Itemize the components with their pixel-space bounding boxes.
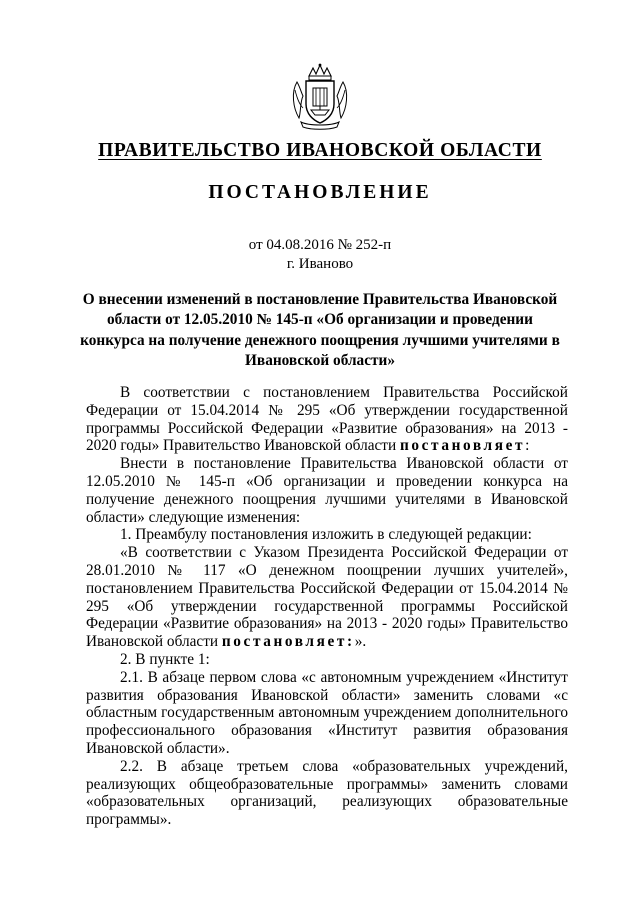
- body-paragraph-item-2-2: 2.2. В абзаце третьем слова «образовательных учреждений, реализующих общеобразовательные программы» заменить словами «образовательных организаций, реализующих образовательные программы».: [86, 757, 568, 829]
- body-paragraph-amend: Внести в постановление Правительства Ивановской области от 12.05.2010 № 145-п «Об организации и проведении конкурса на получение денежного поощрения лучшими учителями в Ивановской области» следующие изменения:: [86, 455, 568, 526]
- decree-city: г. Иваново: [286, 256, 354, 272]
- coat-of-arms-icon: [291, 62, 349, 130]
- document-type: ПОСТАНОВЛЕНИЕ: [208, 182, 432, 203]
- body-paragraph-item-2: 2. В пункте 1:: [120, 650, 210, 668]
- government-title: ПРАВИТЕЛЬСТВО ИВАНОВСКОЙ ОБЛАСТИ: [98, 140, 542, 161]
- resolves-keyword: постановляет:: [221, 633, 355, 651]
- decree-date-number: от 04.08.2016 № 252-п: [248, 237, 392, 253]
- body-paragraph-item-1: 1. Преамбулу постановления изложить в следующей редакции:: [120, 526, 532, 544]
- decree-body: [86, 384, 568, 829]
- body-paragraph-item-2-1: 2.1. В абзаце первом слова «с автономным учреждением «Институт развития образования Ивановской области» заменить словами «с областным государственным автономным учреждением дополнительного профессионального образования «Институт развития образования Ивановской области».: [86, 668, 568, 757]
- body-paragraph-preamble: В соответствии с постановлением Правительства Российской Федерации от 15.04.2014 № 295 «Об утверждении государственной программы Российской Федерации «Развитие образования» на 2013 - 2020 годы» Правительство Ивановской области постановляет:: [86, 384, 568, 455]
- body-paragraph-new-preamble: «В соответствии с Указом Президента Российской Федерации от 28.01.2010 № 117 «О денежном поощрении лучших учителей», постановлением Правительства Российской Федерации от 15.04.2014 № 295 «Об утверждении государственной программы Российской Федерации «Развитие образования» на 2013 - 2020 годы» Правительство Ивановской области постановляет:».: [86, 544, 568, 651]
- decree-subject: О внесении изменений в постановление Правительства Ивановской области от 12.05.2010 № 145-п «Об организации и проведении конкурса на получение денежного поощрения лучшими учителями в Ивановской области»: [80, 291, 560, 369]
- resolves-keyword: постановляет: [399, 437, 526, 455]
